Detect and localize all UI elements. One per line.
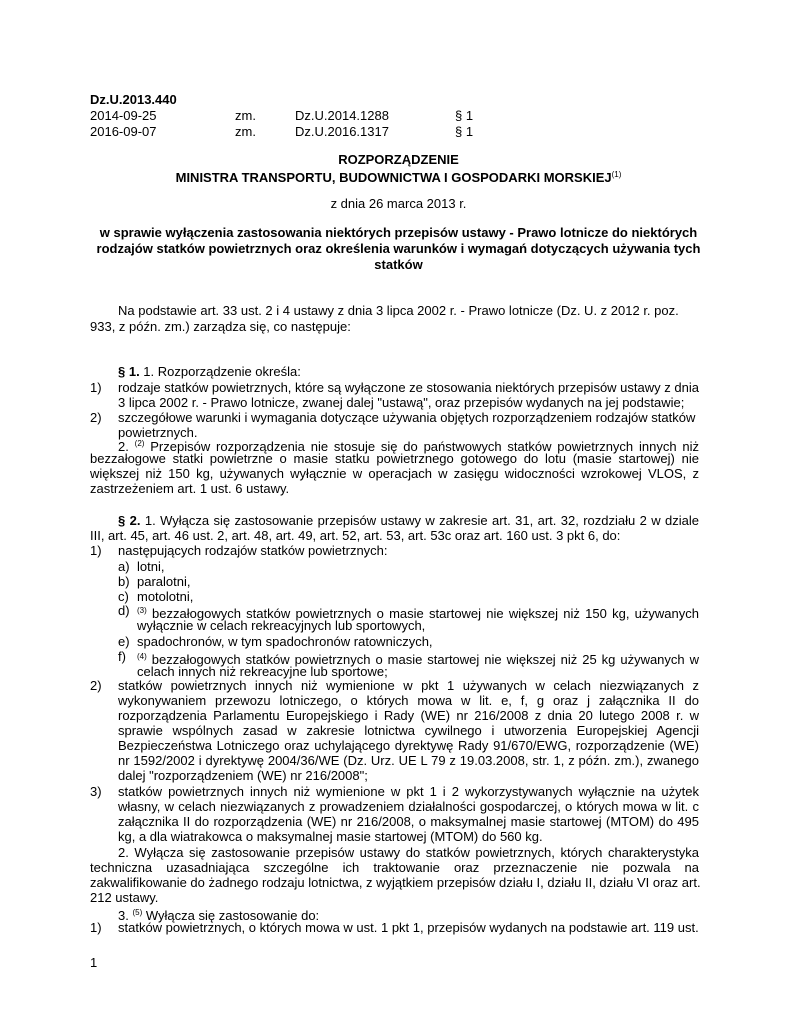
list-number: 2) [90,410,102,425]
preamble-line: Na podstawie art. 33 ust. 2 i 4 ustawy z dnia 3 lipca 2002 r. - Prawo lotnicze (Dz. U. z 2012 r. poz. [118,303,679,318]
letter-label: f) [118,649,126,664]
issuing-ministry-text: MINISTRA TRANSPORTU, BUDOWNICTWA I GOSPODARKI MORSKIEJ [175,170,612,185]
amendment-section: § 1 [455,108,474,123]
amendment-date: 2016-09-07 [90,124,157,139]
doc-id: Dz.U.2013.440 [90,92,177,107]
letter-item: lotni, [137,559,165,574]
letter-item-line: celach innych niż rekreacyjne lub sportowe; [137,664,388,679]
list-item-line: dalej "rozporządzeniem (WE) nr 216/2008"; [118,768,368,783]
paragraph-text: Przepisów rozporządzenia nie stosuje się do państwowych statków powietrznych innych niż [150,439,699,454]
list-item-line: kg, a dla wiatrakowca o maksymalnej masie startowej (MTOM) do 560 kg. [118,829,543,844]
amendment-ref: Dz.U.2014.1288 [295,108,389,123]
list-number: 1) [90,380,102,395]
letter-label: b) [118,574,130,589]
paragraph-number: 2. [118,439,129,454]
letter-item-line: wyłącznie w celach rekreacyjnych lub sportowych, [137,618,426,633]
list-item-line: następujących rodzajów statków powietrznych: [118,543,388,558]
paragraph-line: zakwalifikowanie do żadnego rodzaju lotnictwa, z wyjątkiem przepisów działu I, działu II, działu VI oraz art. [90,875,701,890]
paragraph-number: 3. [118,908,129,923]
preamble-line: 933, z późn. zm.) zarządza się, co następuje: [90,319,351,334]
list-item-line: załącznika II do rozporządzenia (WE) nr 216/2008, o maksymalnej masie startowej (MTOM) do 495 [118,814,699,829]
regulation-type: ROZPORZĄDZENIE [338,152,459,167]
paragraph-line: 212 ustawy. [90,890,159,905]
page-number: 1 [90,955,98,970]
list-number: 1) [90,543,102,558]
letter-label: c) [118,589,129,604]
paragraph-line: III, art. 45, art. 46 ust. 2, art. 48, art. 49, art. 52, art. 53, art. 53c oraz art. 160 ust. 3 pkt 6, do: [90,528,621,543]
list-item-line: rodzaje statków powietrznych, które są wyłączone ze stosowania niektórych przepisów ustawy z dnia [118,380,699,395]
list-item-line: 3 lipca 2002 r. - Prawo lotnicze, zwanej dalej "ustawą", oraz przepisów wydanych na jej podstawie; [118,395,685,410]
section-1-lead-text: 1. Rozporządzenie określa: [139,364,301,379]
list-item-line: wykonywaniem przewozu lotniczego, o których mowa w lit. e, f, g oraz j załącznika II do [118,693,699,708]
footnote-ref: (4) [137,652,147,661]
section-2-heading: § 2. [118,513,141,528]
amendment-type: zm. [235,124,256,139]
list-item-line: Bezpieczeństwa Lotniczego oraz uchylającego dyrektywę Rady 91/670/EWG, rozporządzenie (WE) [118,738,699,753]
section-1-heading: § 1. [118,364,140,379]
amendment-ref: Dz.U.2016.1317 [295,124,389,139]
section-2-lead-text: 1. Wyłącza się zastosowanie przepisów ustawy w zakresie art. 31, art. 32, rozdziału 2 w dziale [140,513,700,528]
list-item-line: własny, w celach niezwiązanych z prowadzeniem działalności gospodarczej, o których mowa w lit. c [118,799,699,814]
amendment-date: 2014-09-25 [90,108,157,123]
section-2-lead [118,513,699,529]
letter-item-text: bezzałogowych statków powietrznych o masie startowej nie większej niż 150 kg, używanych [152,606,699,621]
letter-item: motolotni, [137,589,194,604]
subject-line: w sprawie wyłączenia zastosowania niektórych przepisów ustawy - Prawo lotnicze do niektórych [99,225,698,240]
list-number: 2) [90,678,102,693]
footnote-ref: (5) [132,908,143,917]
paragraph-line: 2. Wyłącza się zastosowanie przepisów ustawy do statków powietrznych, których charakterystyka [118,845,699,860]
issuing-ministry [90,167,707,186]
letter-item: spadochronów, w tym spadochronów ratowniczych, [137,634,433,649]
section-1-lead [118,364,301,380]
list-number: 1) [90,920,102,935]
paragraph-line: zastrzeżeniem art. 1 ust. 6 ustawy. [90,481,290,496]
paragraph-line: techniczna uzasadniająca szczególne ich traktowanie oraz przeznaczenie nie pozwala na [90,860,699,875]
paragraph-text: Wyłącza się zastosowanie do: [145,908,320,923]
list-item-line: rozporządzenia Parlamentu Europejskiego i Rady (WE) nr 216/2008 z dnia 20 lutego 2008 r. w [118,708,699,723]
footnote-ref: (3) [137,606,147,615]
letter-label: a) [118,559,130,574]
subject-line: rodzajów statków powietrznych oraz określenia warunków i wymagań dotyczących używania tych [96,241,701,256]
list-item-line: statków powietrznych innych niż wymienione w pkt 1 i 2 wykorzystywanych wyłącznie na użytek [118,784,699,799]
subject-line: statków [374,257,423,272]
amendment-type: zm. [235,108,256,123]
footnote-ref: (2) [134,439,145,448]
list-item-line: statków powietrznych, o których mowa w ust. 1 pkt 1, przepisów wydanych na podstawie art. 119 ust. [118,920,699,935]
list-item-line: szczegółowe warunki i wymagania dotyczące używania objętych rozporządzeniem rodzajów statków [118,410,696,425]
letter-item: paralotni, [137,574,191,589]
list-item-line: statków powietrznych innych niż wymienione w pkt 1 używanych w celach niezwiązanych z [118,678,699,693]
footnote-ref: (1) [611,170,622,179]
paragraph-line: większej niż 150 kg, używanych wyłącznie w operacjach w zasięgu widoczności wzrokowej VLOS, z [90,466,699,481]
letter-label: e) [118,634,130,649]
list-item-line: nr 1592/2002 i dyrektywę 2004/36/WE (Dz. Urz. UE L 79 z 19.03.2008, str. 1, z późn. zm.), zwanego [118,753,699,768]
paragraph-line: bezzałogowe statki powietrzne o masie statku powietrznego gotowego do lotu (masie startowej) nie [90,451,699,466]
list-item-line: sprawie wspólnych zasad w zakresie lotnictwa cywilnego i utworzenia Europejskiej Agencji [118,723,699,738]
amendment-section: § 1 [455,124,474,139]
regulation-date: z dnia 26 marca 2013 r. [330,196,467,211]
list-item-line: powietrznych. [118,425,198,440]
letter-item-text: bezzałogowych statków powietrznych o masie startowej nie większej niż 25 kg używanych w [151,652,699,667]
letter-label: d) [118,603,130,618]
list-number: 3) [90,784,102,799]
